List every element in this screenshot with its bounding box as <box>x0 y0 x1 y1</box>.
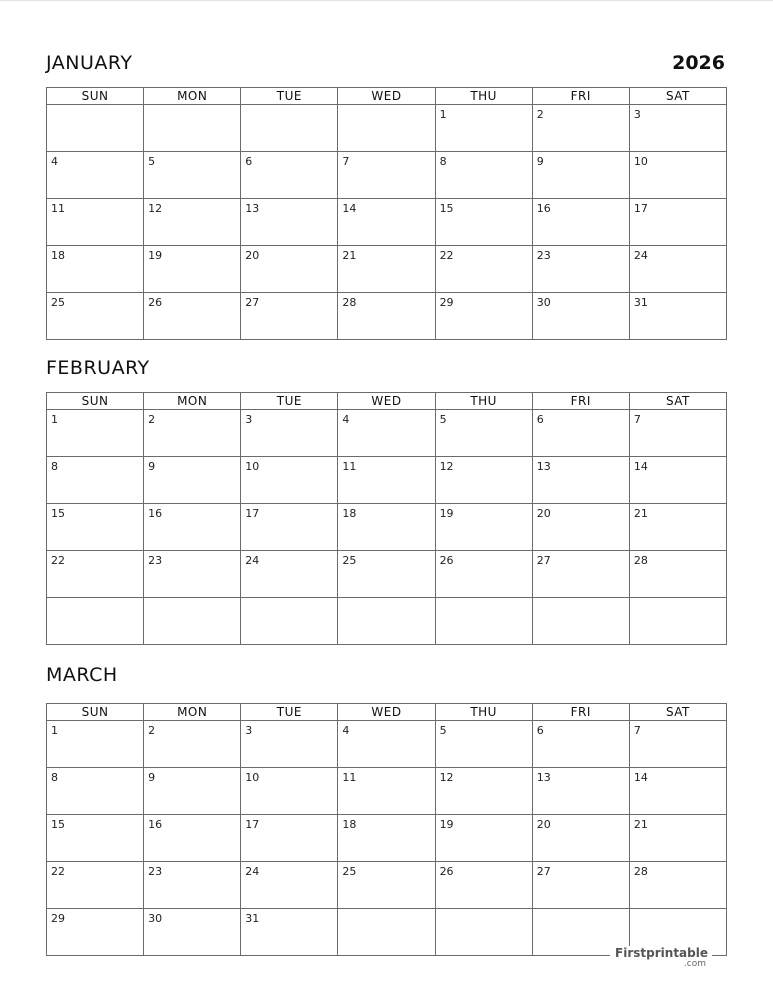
day-number: 27 <box>536 865 551 878</box>
week-row <box>47 410 727 457</box>
day-cell <box>47 105 144 152</box>
day-cell <box>338 105 435 152</box>
day-number: 25 <box>342 554 357 567</box>
week-row <box>47 815 727 862</box>
day-number: 8 <box>51 771 58 784</box>
day-number: 14 <box>633 460 648 473</box>
day-number: 25 <box>342 865 357 878</box>
brand-domain: .com <box>683 959 706 969</box>
day-number: 23 <box>148 554 163 567</box>
day-number: 2 <box>536 108 544 121</box>
day-cell <box>241 768 338 815</box>
day-number: 3 <box>245 413 253 426</box>
day-number: 31 <box>633 296 648 309</box>
day-number: 28 <box>633 554 648 567</box>
day-cell <box>338 246 435 293</box>
day-cell <box>435 457 532 504</box>
day-number: 24 <box>245 554 260 567</box>
day-cell <box>532 105 629 152</box>
day-cell <box>532 815 629 862</box>
day-number: 9 <box>536 155 544 168</box>
day-number: 16 <box>148 818 163 831</box>
weekday-header-row <box>47 393 727 410</box>
day-number: 19 <box>439 818 454 831</box>
day-cell <box>629 105 726 152</box>
day-cell <box>144 721 241 768</box>
day-number: 6 <box>245 155 253 168</box>
day-cell <box>435 105 532 152</box>
day-cell <box>532 152 629 199</box>
day-cell <box>47 293 144 340</box>
day-number: 5 <box>439 724 447 737</box>
day-cell <box>241 457 338 504</box>
day-number: 12 <box>148 202 163 215</box>
day-number: 27 <box>245 296 260 309</box>
day-cell <box>629 504 726 551</box>
day-cell <box>532 551 629 598</box>
day-cell <box>144 199 241 246</box>
day-cell <box>338 551 435 598</box>
week-row <box>47 721 727 768</box>
day-cell <box>629 815 726 862</box>
month-title-february: FEBRUARY <box>46 357 150 379</box>
day-cell <box>629 293 726 340</box>
day-number: 3 <box>633 108 641 121</box>
day-number: 12 <box>439 771 454 784</box>
day-number: 30 <box>536 296 551 309</box>
weekday-header-row <box>47 88 727 105</box>
top-border-line <box>0 0 773 1</box>
day-cell <box>532 199 629 246</box>
day-cell <box>338 293 435 340</box>
day-cell <box>47 457 144 504</box>
day-number: 18 <box>342 818 357 831</box>
day-cell <box>144 815 241 862</box>
weekday-header-mon: MON <box>144 393 241 410</box>
day-number: 9 <box>148 771 156 784</box>
day-number: 12 <box>439 460 454 473</box>
weekday-header-thu: THU <box>435 88 532 105</box>
day-number: 25 <box>51 296 65 309</box>
day-cell <box>144 457 241 504</box>
day-number: 28 <box>633 865 648 878</box>
day-number: 21 <box>342 249 357 262</box>
day-cell <box>532 246 629 293</box>
weekday-header-wed: WED <box>338 88 435 105</box>
day-number: 5 <box>148 155 156 168</box>
day-cell <box>338 504 435 551</box>
day-number: 23 <box>536 249 551 262</box>
day-cell <box>338 862 435 909</box>
day-cell <box>435 152 532 199</box>
day-cell <box>338 721 435 768</box>
weekday-header-sun: SUN <box>47 704 144 721</box>
day-number: 26 <box>439 554 454 567</box>
day-cell <box>144 862 241 909</box>
day-number: 13 <box>536 771 551 784</box>
day-cell <box>532 293 629 340</box>
day-cell <box>435 598 532 645</box>
day-number: 20 <box>245 249 260 262</box>
day-number: 18 <box>342 507 357 520</box>
day-cell <box>144 598 241 645</box>
day-cell <box>532 457 629 504</box>
day-cell <box>144 105 241 152</box>
day-cell <box>629 768 726 815</box>
day-number: 20 <box>536 507 551 520</box>
day-cell <box>532 410 629 457</box>
day-number: 4 <box>51 155 58 168</box>
day-cell <box>338 152 435 199</box>
week-row <box>47 152 727 199</box>
day-cell <box>435 721 532 768</box>
weekday-header-fri: FRI <box>532 704 629 721</box>
week-row <box>47 768 727 815</box>
day-cell <box>629 551 726 598</box>
day-cell <box>532 598 629 645</box>
day-cell <box>241 293 338 340</box>
week-row <box>47 862 727 909</box>
day-cell <box>338 815 435 862</box>
calendar-grid-february <box>46 392 727 645</box>
day-number: 3 <box>245 724 253 737</box>
day-cell <box>47 152 144 199</box>
day-number: 7 <box>633 413 641 426</box>
day-cell <box>241 410 338 457</box>
day-number: 4 <box>342 413 350 426</box>
day-cell <box>435 909 532 956</box>
calendar-year: 2026 <box>672 52 725 74</box>
day-cell <box>241 105 338 152</box>
day-number: 1 <box>51 413 58 426</box>
week-row <box>47 551 727 598</box>
day-cell <box>47 504 144 551</box>
weekday-header-tue: TUE <box>241 704 338 721</box>
day-cell <box>435 293 532 340</box>
day-cell <box>338 909 435 956</box>
day-number: 13 <box>536 460 551 473</box>
day-number: 15 <box>51 507 65 520</box>
day-cell <box>241 199 338 246</box>
day-number: 2 <box>148 724 156 737</box>
week-row <box>47 246 727 293</box>
day-number: 11 <box>342 771 357 784</box>
weekday-header-tue: TUE <box>241 88 338 105</box>
day-number: 24 <box>245 865 260 878</box>
day-number: 1 <box>51 724 58 737</box>
weekday-header-thu: THU <box>435 704 532 721</box>
day-number: 14 <box>342 202 357 215</box>
day-cell <box>241 504 338 551</box>
day-number: 1 <box>439 108 447 121</box>
week-row <box>47 457 727 504</box>
day-cell <box>532 721 629 768</box>
day-cell <box>47 246 144 293</box>
weekday-header-mon: MON <box>144 88 241 105</box>
calendar-grid-march <box>46 703 727 956</box>
day-number: 26 <box>439 865 454 878</box>
day-number: 14 <box>633 771 648 784</box>
day-cell <box>629 598 726 645</box>
day-cell <box>47 551 144 598</box>
day-number: 16 <box>148 507 163 520</box>
day-cell <box>47 721 144 768</box>
day-cell <box>629 152 726 199</box>
weekday-header-wed: WED <box>338 704 435 721</box>
day-cell <box>435 551 532 598</box>
month-title-january: JANUARY <box>46 52 133 74</box>
day-cell <box>629 862 726 909</box>
day-cell <box>532 504 629 551</box>
day-cell <box>338 768 435 815</box>
day-number: 7 <box>633 724 641 737</box>
day-number: 11 <box>51 202 65 215</box>
day-cell <box>241 598 338 645</box>
day-number: 28 <box>342 296 357 309</box>
weekday-header-sat: SAT <box>629 88 726 105</box>
week-row <box>47 598 727 645</box>
day-cell <box>241 815 338 862</box>
day-number: 26 <box>148 296 163 309</box>
day-cell <box>435 504 532 551</box>
day-number: 6 <box>536 724 544 737</box>
day-cell <box>47 909 144 956</box>
day-cell <box>47 598 144 645</box>
day-number: 29 <box>51 912 65 925</box>
day-cell <box>435 815 532 862</box>
day-number: 27 <box>536 554 551 567</box>
day-cell <box>241 152 338 199</box>
day-number: 22 <box>51 554 65 567</box>
day-number: 22 <box>51 865 65 878</box>
day-number: 8 <box>51 460 58 473</box>
day-number: 15 <box>439 202 454 215</box>
weekday-header-thu: THU <box>435 393 532 410</box>
day-cell <box>47 815 144 862</box>
day-cell <box>144 551 241 598</box>
day-cell <box>144 246 241 293</box>
day-number: 19 <box>439 507 454 520</box>
day-cell <box>144 410 241 457</box>
week-row <box>47 105 727 152</box>
day-cell <box>338 199 435 246</box>
weekday-header-fri: FRI <box>532 88 629 105</box>
weekday-header-sun: SUN <box>47 88 144 105</box>
day-number: 29 <box>439 296 454 309</box>
day-cell <box>241 909 338 956</box>
weekday-header-mon: MON <box>144 704 241 721</box>
day-number: 5 <box>439 413 447 426</box>
weekday-header-row <box>47 704 727 721</box>
month-title-march: MARCH <box>46 664 118 686</box>
day-number: 18 <box>51 249 65 262</box>
day-number: 9 <box>148 460 156 473</box>
weekday-header-sat: SAT <box>629 704 726 721</box>
weekday-header-wed: WED <box>338 393 435 410</box>
day-number: 19 <box>148 249 163 262</box>
day-number: 17 <box>245 818 260 831</box>
day-number: 24 <box>633 249 648 262</box>
calendar-grid-january <box>46 87 727 340</box>
day-cell <box>629 457 726 504</box>
day-cell <box>435 410 532 457</box>
day-number: 16 <box>536 202 551 215</box>
day-cell <box>241 862 338 909</box>
day-number: 13 <box>245 202 260 215</box>
day-number: 20 <box>536 818 551 831</box>
day-cell <box>338 457 435 504</box>
weekday-header-sun: SUN <box>47 393 144 410</box>
day-cell <box>435 862 532 909</box>
day-number: 11 <box>342 460 357 473</box>
day-cell <box>629 199 726 246</box>
week-row <box>47 504 727 551</box>
day-cell <box>338 410 435 457</box>
firstprintable-logo <box>610 946 712 970</box>
day-cell <box>435 768 532 815</box>
week-row <box>47 293 727 340</box>
day-cell <box>532 862 629 909</box>
day-number: 4 <box>342 724 350 737</box>
day-cell <box>47 862 144 909</box>
week-row <box>47 199 727 246</box>
day-number: 10 <box>245 460 260 473</box>
day-cell <box>144 909 241 956</box>
day-number: 21 <box>633 818 648 831</box>
day-number: 17 <box>245 507 260 520</box>
day-number: 2 <box>148 413 156 426</box>
day-cell <box>47 199 144 246</box>
day-cell <box>144 293 241 340</box>
weekday-header-sat: SAT <box>629 393 726 410</box>
day-cell <box>144 504 241 551</box>
day-cell <box>629 410 726 457</box>
day-number: 10 <box>633 155 648 168</box>
day-cell <box>241 246 338 293</box>
day-cell <box>144 768 241 815</box>
day-cell <box>435 199 532 246</box>
day-number: 17 <box>633 202 648 215</box>
day-number: 10 <box>245 771 260 784</box>
day-number: 21 <box>633 507 648 520</box>
weekday-header-tue: TUE <box>241 393 338 410</box>
day-number: 15 <box>51 818 65 831</box>
day-cell <box>47 768 144 815</box>
day-number: 23 <box>148 865 163 878</box>
day-number: 8 <box>439 155 447 168</box>
brand-name: Firstprintable <box>615 946 708 960</box>
weekday-header-fri: FRI <box>532 393 629 410</box>
day-cell <box>629 721 726 768</box>
day-cell <box>241 721 338 768</box>
day-cell <box>629 246 726 293</box>
day-number: 7 <box>342 155 350 168</box>
day-number: 30 <box>148 912 163 925</box>
day-number: 31 <box>245 912 260 925</box>
day-cell <box>144 152 241 199</box>
day-cell <box>532 768 629 815</box>
day-cell <box>241 551 338 598</box>
day-cell <box>47 410 144 457</box>
day-number: 6 <box>536 413 544 426</box>
day-number: 22 <box>439 249 454 262</box>
day-cell <box>338 598 435 645</box>
day-cell <box>435 246 532 293</box>
